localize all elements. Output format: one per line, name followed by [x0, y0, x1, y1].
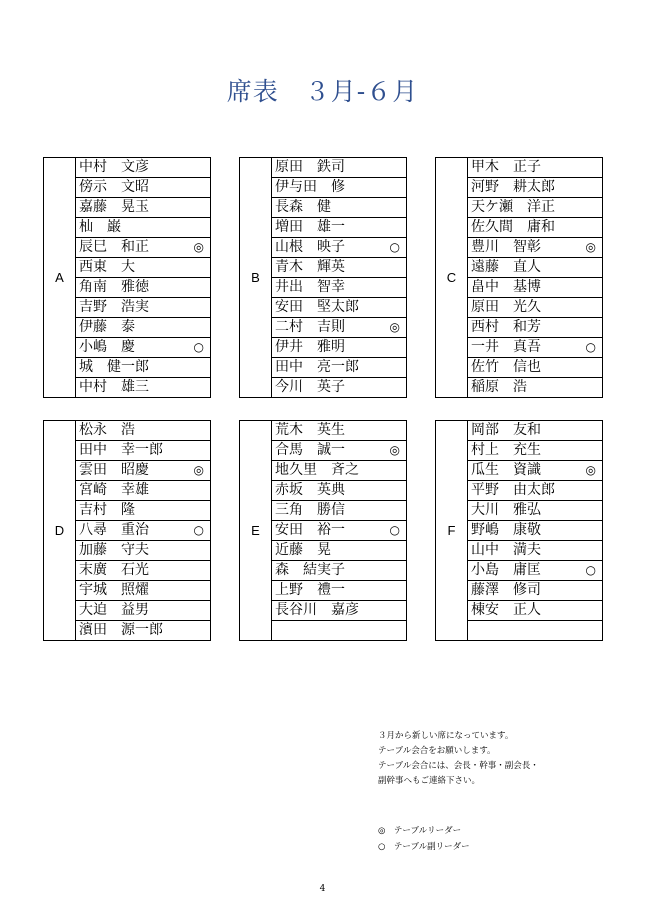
member-name: 嘉藤 晃玉	[79, 199, 149, 215]
member-name: 稲原 浩	[471, 379, 527, 395]
table-row	[468, 318, 602, 338]
table-row	[76, 441, 210, 461]
table-row	[468, 601, 602, 621]
member-name: 吉野 浩実	[79, 299, 149, 315]
member-name: 上野 禮一	[275, 582, 345, 598]
member-name: 一井 真吾	[471, 339, 541, 355]
member-name: 伊井 雅明	[275, 339, 345, 355]
member-name: 野嶋 康敬	[471, 522, 541, 538]
member-name: 宇城 照燿	[79, 582, 149, 598]
table-group-b	[239, 157, 407, 398]
member-name: 大迫 益男	[79, 602, 149, 618]
member-name: 原田 光久	[471, 299, 541, 315]
table-row	[468, 378, 602, 398]
member-name: 宮崎 幸雄	[79, 482, 149, 498]
member-list	[76, 158, 210, 398]
table-row	[76, 521, 210, 541]
member-list	[76, 421, 210, 641]
role-mark: ◎	[585, 240, 596, 254]
member-name: 森 結実子	[275, 562, 345, 578]
table-row	[76, 258, 210, 278]
role-mark: ◎	[585, 463, 596, 477]
member-name: 伊藤 泰	[79, 319, 135, 335]
member-name: 甲木 正子	[471, 159, 541, 175]
member-name: 村上 充生	[471, 442, 541, 458]
member-name: 山中 満夫	[471, 542, 541, 558]
table-row	[272, 358, 406, 378]
member-name: 藤澤 修司	[471, 582, 541, 598]
table-row	[272, 238, 406, 258]
member-name: 河野 耕太郎	[471, 179, 555, 195]
member-name: 井出 智幸	[275, 279, 345, 295]
table-row	[468, 421, 602, 441]
member-name: 三角 勝信	[275, 502, 345, 518]
table-row	[272, 298, 406, 318]
member-name: 末廣 石光	[79, 562, 149, 578]
table-row	[272, 318, 406, 338]
role-mark: ◎	[193, 463, 204, 477]
role-mark: ○	[585, 340, 596, 354]
group-letter: D	[44, 421, 76, 640]
table-row	[76, 218, 210, 238]
note-line: テーブル会合には、会長・幹事・副会長・	[378, 761, 539, 771]
member-name: 近藤 晃	[275, 542, 331, 558]
group-letter: E	[240, 421, 272, 640]
table-row	[272, 521, 406, 541]
member-name: 傍示 文昭	[79, 179, 149, 195]
member-name: 豊川 智彰	[471, 239, 541, 255]
note-line: テーブル会合をお願いします。	[378, 746, 496, 756]
member-name: 八尋 重治	[79, 522, 149, 538]
group-letter: F	[436, 421, 468, 640]
table-row	[272, 621, 406, 641]
table-row	[76, 298, 210, 318]
member-name: 角南 雅徳	[79, 279, 149, 295]
role-mark: ◎	[389, 443, 400, 457]
table-row	[468, 481, 602, 501]
member-name: 安田 堅太郎	[275, 299, 359, 315]
member-name: 長谷川 嘉彦	[275, 602, 359, 618]
table-row	[468, 541, 602, 561]
table-group-d	[43, 420, 211, 641]
table-row	[468, 158, 602, 178]
member-name: 田中 幸一郎	[79, 442, 163, 458]
member-name: 吉村 隆	[79, 502, 135, 518]
member-name: 佐竹 信也	[471, 359, 541, 375]
table-row	[76, 481, 210, 501]
table-row	[272, 581, 406, 601]
table-row	[272, 218, 406, 238]
table-row	[468, 338, 602, 358]
table-row	[272, 441, 406, 461]
table-row	[76, 601, 210, 621]
table-row	[76, 318, 210, 338]
table-row	[468, 521, 602, 541]
role-mark: ○	[193, 340, 204, 354]
member-name: 今川 英子	[275, 379, 345, 395]
member-name: 棟安 正人	[471, 602, 541, 618]
table-row	[468, 621, 602, 641]
member-list	[272, 158, 406, 398]
table-row	[468, 358, 602, 378]
table-row	[76, 378, 210, 398]
table-row	[272, 178, 406, 198]
member-name: 二村 吉則	[275, 319, 345, 335]
table-row	[468, 238, 602, 258]
note-line: ３月から新しい席になっています。	[378, 731, 514, 741]
table-row	[272, 258, 406, 278]
member-name: 辰巳 和正	[79, 239, 149, 255]
member-name: 西村 和芳	[471, 319, 541, 335]
legend-leader: ◎ テーブルリーダー	[378, 826, 462, 836]
member-name: 杣 巌	[79, 219, 121, 235]
member-name: 遠藤 直人	[471, 259, 541, 275]
member-name: 青木 輝英	[275, 259, 345, 275]
table-row	[76, 278, 210, 298]
table-row	[272, 278, 406, 298]
member-list	[468, 158, 602, 398]
legend	[378, 823, 470, 855]
member-name: 長森 健	[275, 199, 331, 215]
table-group-c	[435, 157, 603, 398]
group-letter: C	[436, 158, 468, 397]
table-row	[272, 338, 406, 358]
table-row	[76, 621, 210, 641]
table-row	[76, 561, 210, 581]
table-row	[272, 378, 406, 398]
member-list	[272, 421, 406, 641]
member-name: 荒木 英生	[275, 422, 345, 438]
member-name: 地久里 斉之	[275, 462, 359, 478]
member-name: 西東 大	[79, 259, 135, 275]
table-row	[468, 298, 602, 318]
member-name: 平野 由太郎	[471, 482, 555, 498]
member-name: 増田 雄一	[275, 219, 345, 235]
table-row	[76, 501, 210, 521]
group-letter: B	[240, 158, 272, 397]
page-number: 4	[319, 884, 326, 894]
table-group-e	[239, 420, 407, 641]
member-name: 畠中 基博	[471, 279, 541, 295]
table-row	[468, 561, 602, 581]
table-row	[468, 178, 602, 198]
role-mark: ◎	[193, 240, 204, 254]
member-name: 天ケ瀬 洋正	[471, 199, 555, 215]
table-row	[76, 198, 210, 218]
table-row	[468, 581, 602, 601]
member-name: 加藤 守夫	[79, 542, 149, 558]
table-row	[272, 461, 406, 481]
member-name: 赤坂 英典	[275, 482, 345, 498]
member-name: 雲田 昭慶	[79, 462, 149, 478]
member-name: 中村 雄三	[79, 379, 149, 395]
member-name: 濱田 源一郎	[79, 622, 163, 638]
member-name: 大川 雅弘	[471, 502, 541, 518]
table-row	[468, 501, 602, 521]
member-name: 小嶋 慶	[79, 339, 135, 355]
table-row	[76, 338, 210, 358]
member-name: 瓜生 資識	[471, 462, 541, 478]
member-name: 岡部 友和	[471, 422, 541, 438]
table-row	[272, 198, 406, 218]
role-mark: ◎	[389, 320, 400, 334]
table-row	[272, 601, 406, 621]
table-group-a	[43, 157, 211, 398]
table-row	[272, 541, 406, 561]
table-row	[272, 481, 406, 501]
table-row	[76, 541, 210, 561]
member-name: 佐久間 庸和	[471, 219, 555, 235]
table-row	[468, 461, 602, 481]
member-name: 中村 文彦	[79, 159, 149, 175]
group-letter: A	[44, 158, 76, 397]
table-row	[272, 501, 406, 521]
table-row	[468, 441, 602, 461]
table-row	[468, 198, 602, 218]
table-row	[272, 158, 406, 178]
notes	[378, 729, 539, 789]
role-mark: ○	[585, 563, 596, 577]
member-name: 山根 映子	[275, 239, 345, 255]
member-list	[468, 421, 602, 641]
member-name: 合馬 誠一	[275, 442, 345, 458]
role-mark: ○	[389, 523, 400, 537]
table-row	[468, 258, 602, 278]
table-row	[468, 218, 602, 238]
role-mark: ○	[193, 523, 204, 537]
table-row	[76, 581, 210, 601]
member-name: 田中 亮一郎	[275, 359, 359, 375]
member-name: 安田 裕一	[275, 522, 345, 538]
member-name: 小島 庸匡	[471, 562, 541, 578]
member-name: 原田 鉄司	[275, 159, 345, 175]
table-row	[76, 461, 210, 481]
table-row	[76, 178, 210, 198]
member-name: 伊与田 修	[275, 179, 345, 195]
table-row	[272, 561, 406, 581]
page-title: 席表 ３月-６月	[226, 77, 419, 106]
table-row	[468, 278, 602, 298]
table-row	[76, 421, 210, 441]
member-name: 城 健一郎	[79, 359, 149, 375]
role-mark: ○	[389, 240, 400, 254]
note-line: 副幹事へもご連絡下さい。	[378, 776, 481, 786]
table-row	[76, 158, 210, 178]
member-name: 松永 浩	[79, 422, 135, 438]
table-group-f	[435, 420, 603, 641]
table-row	[272, 421, 406, 441]
table-row	[76, 238, 210, 258]
legend-sub-leader: ○ テーブル副リーダー	[378, 842, 470, 852]
table-row	[76, 358, 210, 378]
